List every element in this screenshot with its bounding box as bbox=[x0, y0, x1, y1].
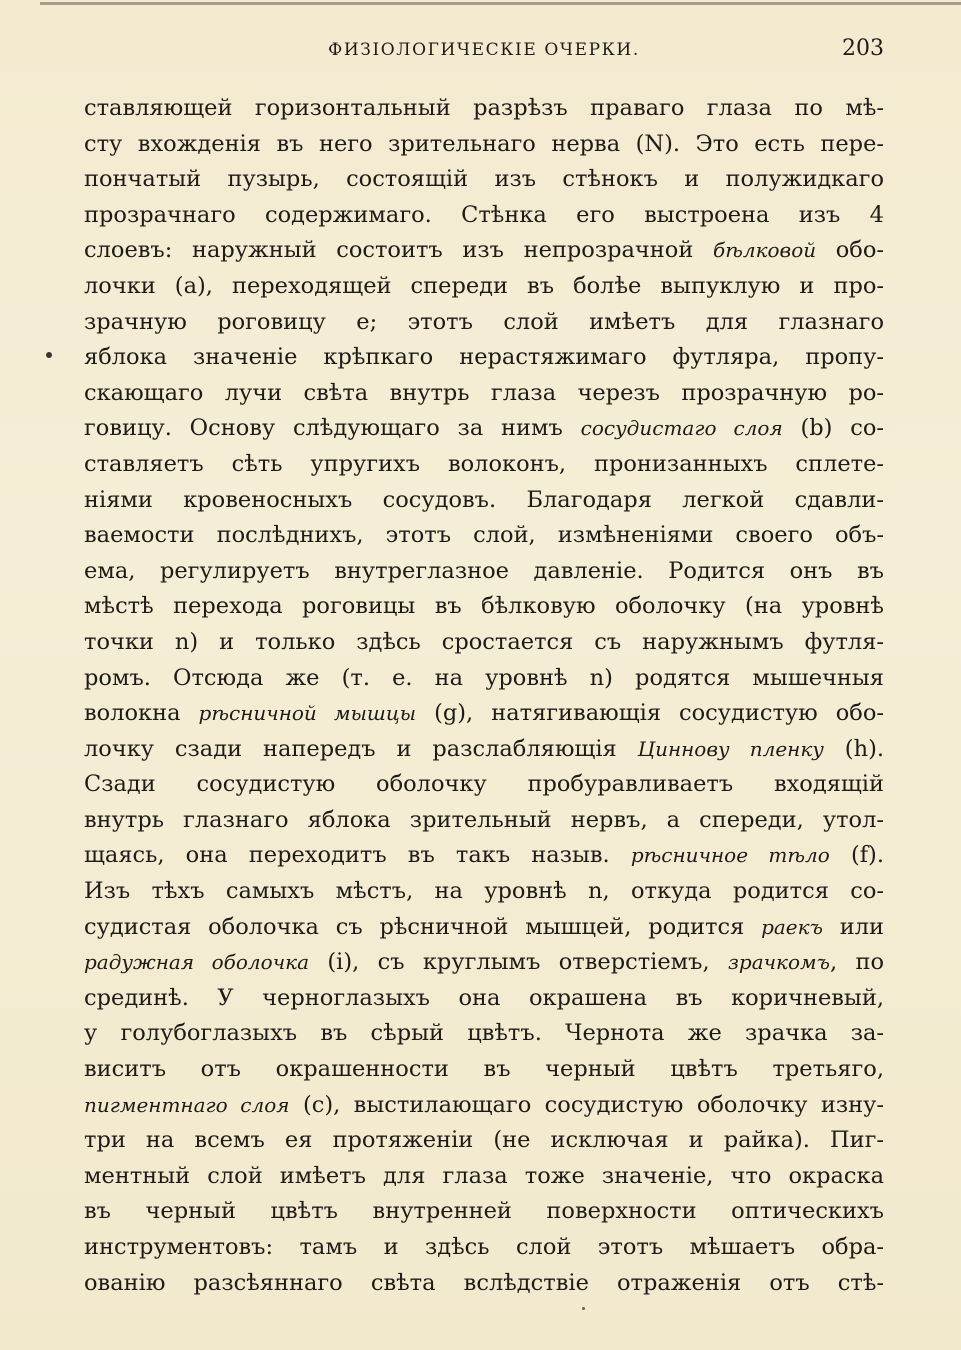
text-run: Сзади сосудистую оболочку пробуравливаетъ входящій bbox=[84, 771, 884, 798]
text-line bbox=[84, 1123, 884, 1159]
text-run: (g), натягивающія сосудистую обо- bbox=[416, 700, 884, 727]
text-run: ставляющей горизонтальный разрѣзъ праваго глаза по мѣ- bbox=[84, 95, 884, 121]
text-line bbox=[84, 233, 884, 269]
page-header bbox=[84, 36, 884, 70]
text-run: волокна bbox=[84, 700, 199, 727]
text-line bbox=[84, 269, 884, 305]
text-line bbox=[84, 518, 884, 554]
italic-term: зрачкомъ bbox=[727, 950, 830, 975]
italic-term: Циннову пленку bbox=[637, 736, 824, 761]
italic-term: радужная оболочка bbox=[84, 950, 310, 975]
text-run: сту вхожденія въ него зрительнаго нерва (N). Это есть пере- bbox=[84, 130, 884, 157]
running-title: ФИЗІОЛОГИЧЕСКІЕ ОЧЕРКИ. bbox=[328, 40, 640, 60]
text-run: зрачную роговицу e; этотъ слой имѣетъ для глазнаго bbox=[84, 308, 884, 335]
text-line bbox=[84, 1088, 884, 1124]
text-run: , по bbox=[829, 949, 884, 976]
text-run: слоевъ: наружный состоитъ изъ непрозрачной bbox=[84, 237, 713, 264]
text-run: (i), съ круглымъ отверстіемъ, bbox=[309, 949, 728, 976]
text-run: лочки (a), переходящей спереди въ болѣе выпуклую и про- bbox=[84, 272, 884, 299]
text-line bbox=[84, 91, 884, 127]
text-line bbox=[84, 696, 884, 732]
text-run: щаясь, она переходитъ въ такъ назыв. bbox=[84, 842, 631, 869]
text-line bbox=[84, 625, 884, 661]
text-line bbox=[84, 376, 884, 412]
text-run: говицу. Основу слѣдующаго за нимъ bbox=[84, 415, 581, 442]
text-line bbox=[84, 554, 884, 590]
text-run: пончатый пузырь, состоящій изъ стѣнокъ и полужидкаго bbox=[84, 166, 884, 193]
text-run: ема, регулируетъ внутреглазное давленіе. Родится онъ въ bbox=[84, 557, 884, 584]
italic-term: сосудистаго слоя bbox=[580, 416, 783, 441]
italic-term: раекъ bbox=[761, 914, 823, 939]
text-run: въ черный цвѣтъ внутренней поверхности оптическихъ bbox=[84, 1198, 884, 1225]
text-line bbox=[84, 1159, 884, 1195]
text-run: или bbox=[822, 913, 884, 940]
text-line bbox=[84, 589, 884, 625]
text-run: ованію разсѣяннаго свѣта вслѣдствіе отраженія отъ стѣ- bbox=[84, 1269, 884, 1296]
text-line bbox=[84, 340, 884, 376]
italic-term: рѣсничной мышцы bbox=[198, 701, 417, 726]
text-line bbox=[84, 447, 884, 483]
text-run: яблока значеніе крѣпкаго нерастяжимаго футляра, пропу- bbox=[84, 344, 884, 371]
text-run: срединѣ. У черноглазыхъ она окрашена въ коричневый, bbox=[84, 984, 884, 1011]
text-run: (f). bbox=[829, 842, 884, 869]
text-run: скающаго лучи свѣта внутрь глаза черезъ прозрачную ро- bbox=[84, 379, 884, 406]
text-line bbox=[84, 661, 884, 697]
italic-term: бѣлковой bbox=[712, 238, 817, 263]
text-line bbox=[84, 803, 884, 839]
text-run: виситъ отъ окрашенности въ черный цвѣтъ третьяго, bbox=[84, 1056, 884, 1083]
page-number: 203 bbox=[842, 36, 884, 61]
text-line bbox=[84, 1016, 884, 1052]
italic-term: пигментнаго слоя bbox=[84, 1092, 290, 1117]
text-run: Изъ тѣхъ самыхъ мѣстъ, на уровнѣ n, откуда родится со- bbox=[84, 878, 884, 905]
text-line bbox=[84, 198, 884, 234]
text-line bbox=[84, 162, 884, 198]
text-run: ваемости послѣднихъ, этотъ слой, измѣненіями своего объ- bbox=[84, 522, 884, 549]
text-line bbox=[84, 1230, 884, 1266]
text-run: ставляетъ сѣть упругихъ волоконъ, пронизанныхъ сплете- bbox=[84, 450, 884, 477]
text-run: у голубоглазыхъ въ сѣрый цвѣтъ. Чернота же зрачка за- bbox=[84, 1020, 884, 1047]
text-run: обо- bbox=[816, 237, 884, 264]
top-rule bbox=[40, 2, 961, 5]
text-run: внутрь глазнаго яблока зрительный нервъ, а спереди, утол- bbox=[84, 806, 884, 833]
body-text bbox=[84, 91, 884, 1301]
text-line bbox=[84, 411, 884, 447]
paper-speck bbox=[582, 1307, 585, 1310]
italic-term: рѣсничное тѣло bbox=[630, 843, 830, 868]
text-run: три на всемъ ея протяженіи (не исключая и райка). Пиг- bbox=[84, 1127, 884, 1154]
text-line bbox=[84, 838, 884, 874]
text-run: судистая оболочка съ рѣсничной мышцей, родится bbox=[84, 913, 762, 940]
text-run: (c), выстилающаго сосудистую оболочку изну- bbox=[289, 1091, 884, 1118]
text-line bbox=[84, 945, 884, 981]
text-run: точки n) и только здѣсь сростается съ наружнымъ футля- bbox=[84, 628, 884, 655]
text-line bbox=[84, 1052, 884, 1088]
text-line bbox=[84, 1266, 884, 1302]
text-line bbox=[84, 1194, 884, 1230]
text-run: ніями кровеносныхъ сосудовъ. Благодаря легкой сдавли- bbox=[84, 486, 884, 513]
text-line bbox=[84, 305, 884, 341]
text-run: лочку сзади напередъ и разслабляющія bbox=[84, 735, 638, 762]
text-run: инструментовъ: тамъ и здѣсь слой этотъ мѣшаетъ обра- bbox=[84, 1234, 884, 1260]
text-line bbox=[84, 483, 884, 519]
text-line bbox=[84, 732, 884, 768]
text-run: ментный слой имѣетъ для глаза тоже значеніе, что окраска bbox=[84, 1162, 884, 1189]
text-line bbox=[84, 127, 884, 163]
text-run: (b) со- bbox=[782, 415, 884, 442]
text-line bbox=[84, 874, 884, 910]
text-run: (h). bbox=[823, 735, 884, 762]
text-run: ромъ. Отсюда же (т. е. на уровнѣ n) родятся мышечныя bbox=[84, 664, 884, 691]
margin-dot bbox=[46, 352, 52, 358]
text-run: прозрачнаго содержимаго. Стѣнка его выстроена изъ 4 bbox=[84, 201, 884, 228]
text-run: мѣстѣ перехода роговицы въ бѣлковую оболочку (на уровнѣ bbox=[84, 593, 884, 620]
text-line bbox=[84, 981, 884, 1017]
text-line bbox=[84, 910, 884, 946]
text-line bbox=[84, 767, 884, 803]
